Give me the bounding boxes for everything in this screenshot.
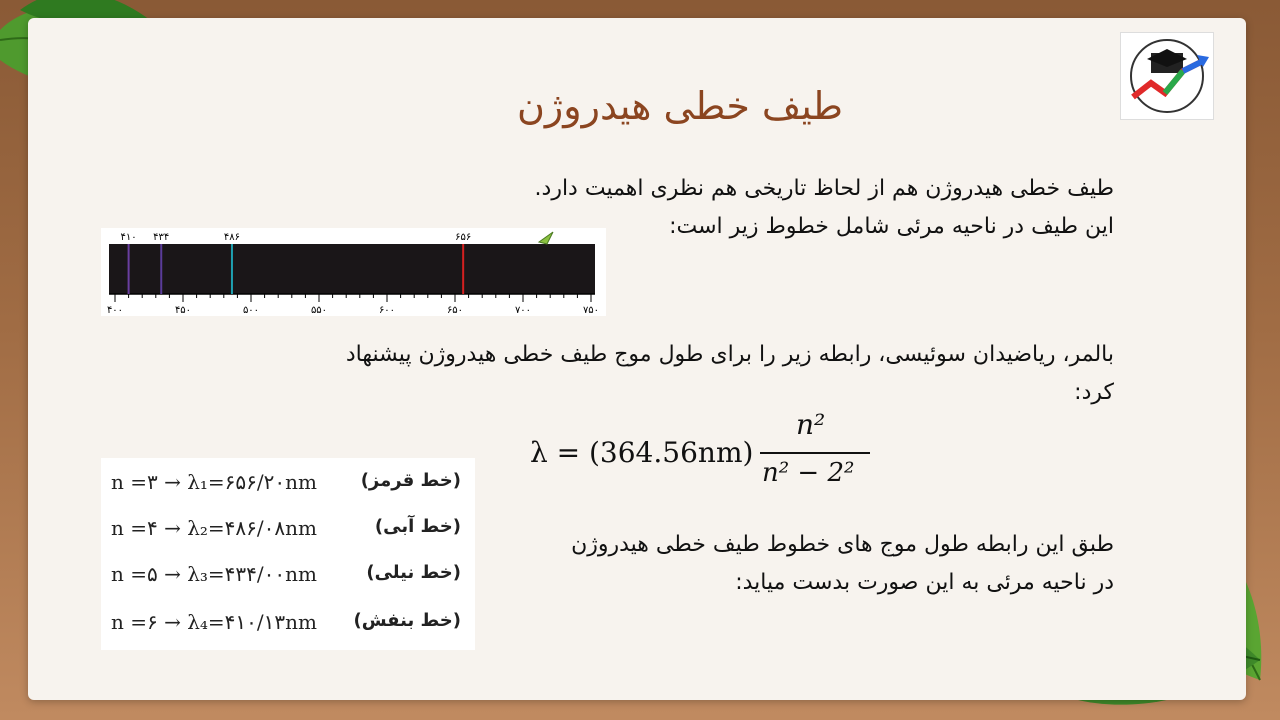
spectrum-svg bbox=[101, 228, 606, 316]
axis-tick-label: ۵۵۰ bbox=[310, 305, 328, 316]
hydrogen-spectrum-image bbox=[101, 228, 606, 316]
arrow-icon bbox=[539, 232, 553, 244]
axis-tick-label: ۶۵۰ bbox=[446, 305, 464, 316]
axis-tick-label: ۷۰۰ bbox=[514, 305, 532, 316]
spectral-line-label: ۴۸۶ bbox=[223, 232, 241, 243]
row-equation: n =۳ → λ₁=۶۵۶/۲۰nm bbox=[111, 470, 317, 494]
row-equation: n =۴ → λ₂=۴۸۶/۰۸nm bbox=[111, 516, 317, 540]
formula-denominator: n² − 2² bbox=[762, 458, 855, 488]
axis-tick-label: ۴۵۰ bbox=[174, 305, 192, 316]
axis-tick-label: ۴۰۰ bbox=[106, 305, 124, 316]
row-label: (خط قرمز) bbox=[360, 470, 461, 491]
row-equation: n =۶ → λ₄=۴۱۰/۱۳nm bbox=[111, 610, 317, 634]
axis-tick-label: ۷۵۰ bbox=[582, 305, 600, 316]
intro-line-2: این طیف در ناحیه مرئی شامل خطوط زیر است: bbox=[669, 214, 1114, 239]
row-label: (خط بنفش) bbox=[353, 610, 461, 631]
logo-icon bbox=[1120, 32, 1214, 120]
axis-tick-label: ۵۰۰ bbox=[242, 305, 260, 316]
row-equation: n =۵ → λ₃=۴۳۴/۰۰nm bbox=[111, 562, 317, 586]
page-title: طیف خطی هیدروژن bbox=[517, 84, 843, 128]
row-label: (خط نیلی) bbox=[366, 562, 461, 583]
spectral-line-label: ۶۵۶ bbox=[455, 232, 472, 243]
axis-tick-label: ۶۰۰ bbox=[378, 305, 396, 316]
result-line-1: طبق این رابطه طول موج های خطوط طیف خطی هیدروژن bbox=[571, 532, 1114, 557]
intro-line-1: طیف خطی هیدروژن هم از لحاظ تاریخی هم نظری اهمیت دارد. bbox=[534, 176, 1114, 201]
wavelength-table bbox=[101, 458, 475, 650]
formula-numerator: n² bbox=[796, 408, 826, 441]
balmer-formula bbox=[530, 408, 910, 498]
balmer-line-2: کرد: bbox=[1074, 380, 1114, 405]
formula-lhs: λ = (364.56nm) bbox=[530, 436, 754, 469]
spectral-line-label: ۴۱۰ bbox=[120, 232, 137, 243]
spectral-line-label: ۴۳۴ bbox=[153, 232, 170, 243]
row-label: (خط آبی) bbox=[374, 516, 461, 537]
result-line-2: در ناحیه مرئی به این صورت بدست میاید: bbox=[735, 570, 1114, 595]
formula-fraction-bar bbox=[760, 452, 870, 454]
balmer-line-1: بالمر، ریاضیدان سوئیسی، رابطه زیر را برای طول موج طیف خطی هیدروژن پیشنهاد bbox=[345, 342, 1114, 367]
